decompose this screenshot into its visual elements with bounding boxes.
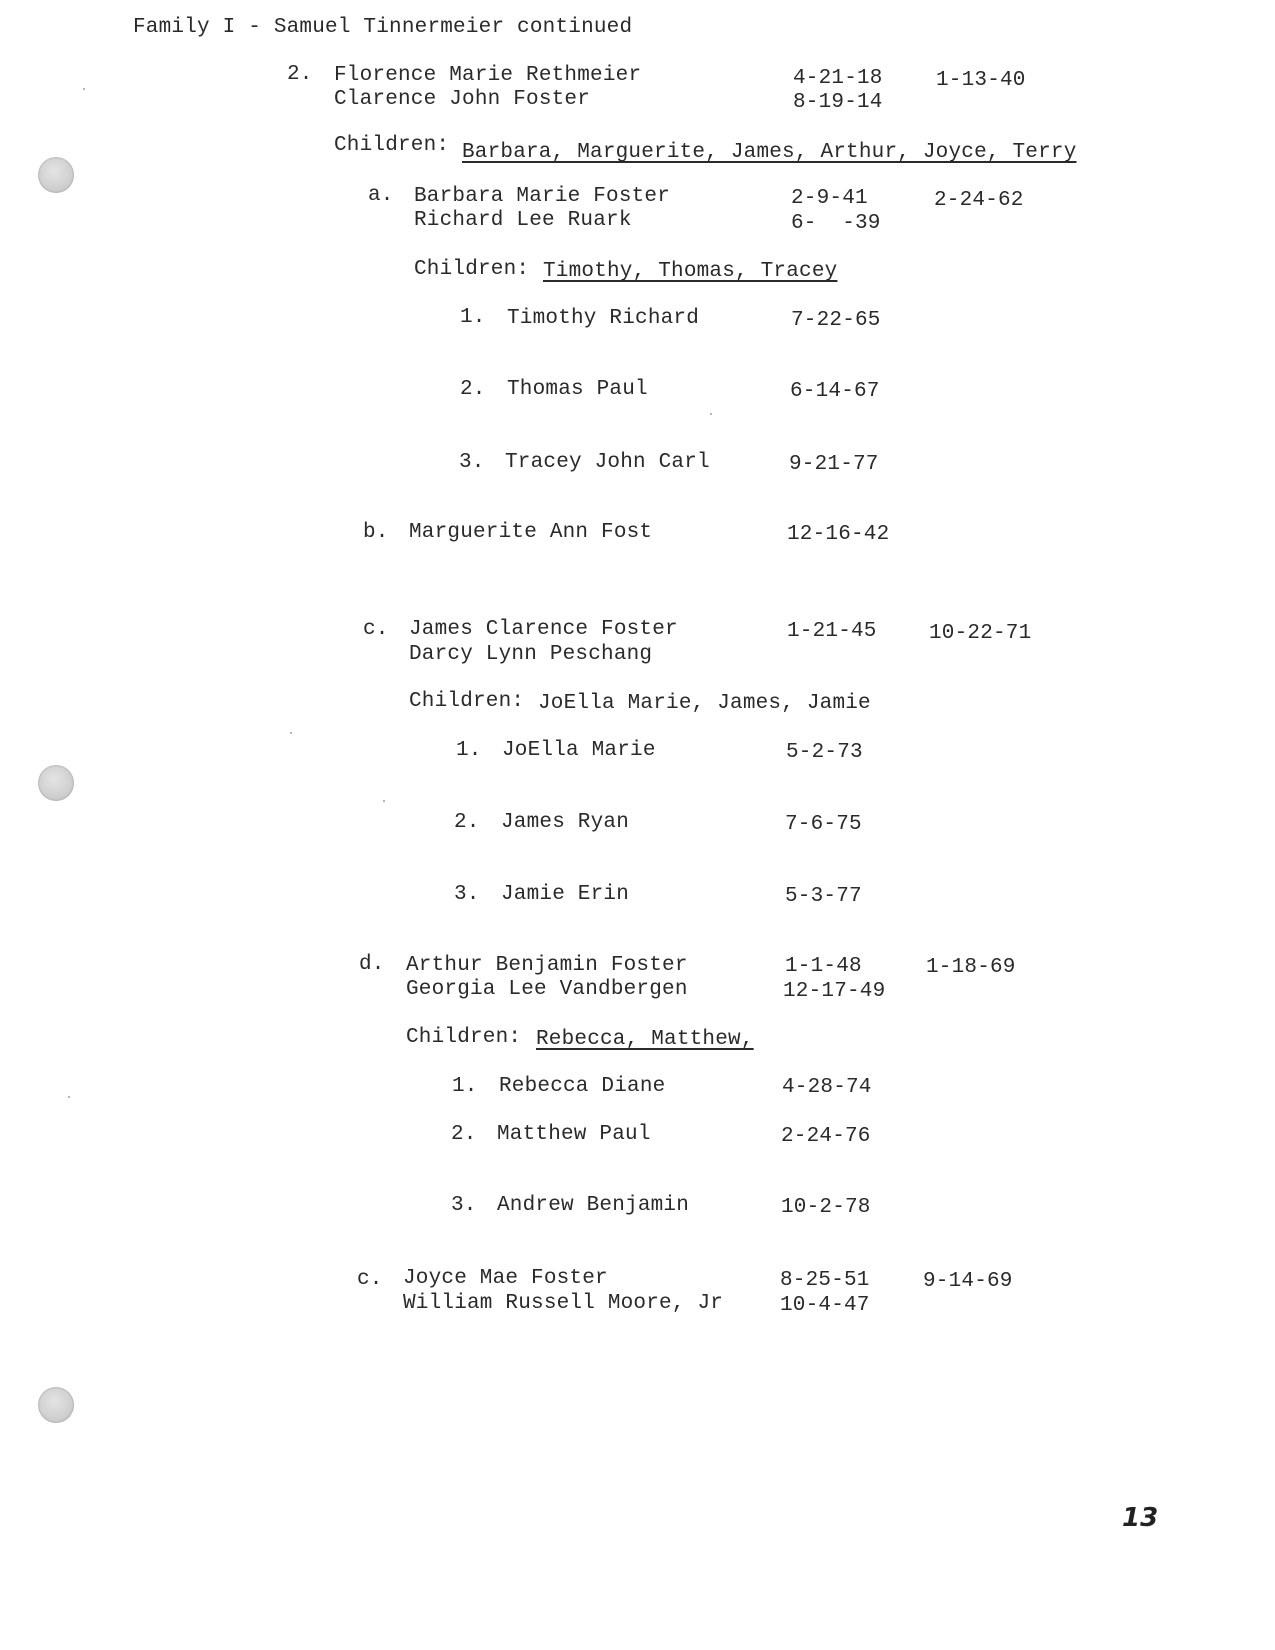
child-birth-date: 10-2-78	[781, 1196, 871, 1219]
child-number: 3.	[459, 451, 485, 474]
family-letter: c.	[363, 618, 389, 641]
child-birth-date: 4-28-74	[782, 1076, 872, 1099]
child-number: 1.	[452, 1075, 478, 1098]
marriage-date: 10-22-71	[929, 622, 1032, 645]
family-letter: a.	[368, 184, 394, 207]
spouse-name-1: Joyce Mae Foster	[403, 1267, 608, 1290]
page-number: 13	[1122, 1503, 1159, 1533]
birth-date-1: 2-9-41	[791, 187, 868, 210]
child-name: JoElla Marie	[502, 739, 656, 762]
spouse-name-2: Darcy Lynn Peschang	[409, 643, 653, 666]
marriage-date: 1-18-69	[926, 956, 1016, 979]
children-label: Children:	[414, 258, 530, 281]
child-name: Matthew Paul	[497, 1123, 651, 1146]
child-birth-date: 7-6-75	[785, 813, 862, 836]
children-label: Children:	[334, 134, 450, 157]
speck	[83, 88, 85, 90]
birth-date-1: 4-21-18	[793, 67, 883, 90]
spouse-name-2: Clarence John Foster	[334, 88, 591, 111]
child-birth-date: 5-3-77	[785, 885, 862, 908]
child-name: Thomas Paul	[507, 378, 648, 401]
child-number: 2.	[460, 378, 486, 401]
birth-date-2: 12-17-49	[783, 980, 886, 1003]
speck	[383, 800, 385, 802]
child-name: Timothy Richard	[507, 307, 700, 330]
birth-date-1: 8-25-51	[780, 1269, 870, 1292]
spouse-name-2: William Russell Moore, Jr	[403, 1292, 724, 1315]
child-birth-date: 5-2-73	[786, 741, 863, 764]
binder-hole-top	[38, 157, 74, 193]
children-list: Timothy, Thomas, Tracey	[543, 260, 838, 283]
child-number: 1.	[456, 739, 482, 762]
spouse-name-1: Arthur Benjamin Foster	[406, 954, 688, 977]
children-list: JoElla Marie, James, Jamie	[538, 692, 871, 715]
children-list: Rebecca, Matthew,	[536, 1028, 754, 1051]
spouse-name-2: Georgia Lee Vandbergen	[406, 978, 688, 1001]
spouse-name-1: Barbara Marie Foster	[414, 185, 671, 208]
child-birth-date: 7-22-65	[791, 309, 881, 332]
birth-date-1: 1-1-48	[785, 955, 862, 978]
family-letter: c.	[357, 1268, 383, 1291]
speck	[68, 1096, 70, 1098]
binder-hole-middle	[38, 765, 74, 801]
spouse-name-1: Florence Marie Rethmeier	[334, 64, 642, 87]
birth-date-2: 10-4-47	[780, 1294, 870, 1317]
spouse-name-1: James Clarence Foster	[409, 618, 678, 641]
family-letter: d.	[359, 953, 385, 976]
couple-number: 2.	[287, 63, 313, 86]
marriage-date: 9-14-69	[923, 1270, 1013, 1293]
speck	[710, 413, 712, 415]
birth-date-2: 8-19-14	[793, 91, 883, 114]
child-birth-date: 6-14-67	[790, 380, 880, 403]
child-number: 1.	[460, 306, 486, 329]
child-number: 2.	[454, 811, 480, 834]
child-name: Jamie Erin	[501, 883, 630, 906]
children-label: Children:	[406, 1026, 522, 1049]
child-name: Tracey John Carl	[505, 451, 710, 474]
child-name: James Ryan	[501, 811, 630, 834]
child-number: 3.	[451, 1194, 477, 1217]
marriage-date: 2-24-62	[934, 189, 1024, 212]
page-header: Family I - Samuel Tinnermeier continued	[133, 16, 633, 39]
birth-date-2: 6- -39	[791, 212, 881, 235]
child-name: Andrew Benjamin	[497, 1194, 690, 1217]
children-label: Children:	[409, 690, 525, 713]
binder-hole-bottom	[38, 1387, 74, 1423]
child-birth-date: 9-21-77	[789, 453, 879, 476]
person-name: Marguerite Ann Fost	[409, 521, 653, 544]
family-letter: b.	[363, 521, 389, 544]
birth-date-1: 1-21-45	[787, 620, 877, 643]
spouse-name-2: Richard Lee Ruark	[414, 209, 632, 232]
marriage-date: 1-13-40	[936, 69, 1026, 92]
child-number: 2.	[451, 1123, 477, 1146]
child-birth-date: 2-24-76	[781, 1125, 871, 1148]
speck	[290, 732, 292, 734]
children-list: Barbara, Marguerite, James, Arthur, Joyce, Terry	[462, 141, 1077, 164]
child-name: Rebecca Diane	[499, 1075, 666, 1098]
birth-date: 12-16-42	[787, 523, 890, 546]
child-number: 3.	[454, 883, 480, 906]
